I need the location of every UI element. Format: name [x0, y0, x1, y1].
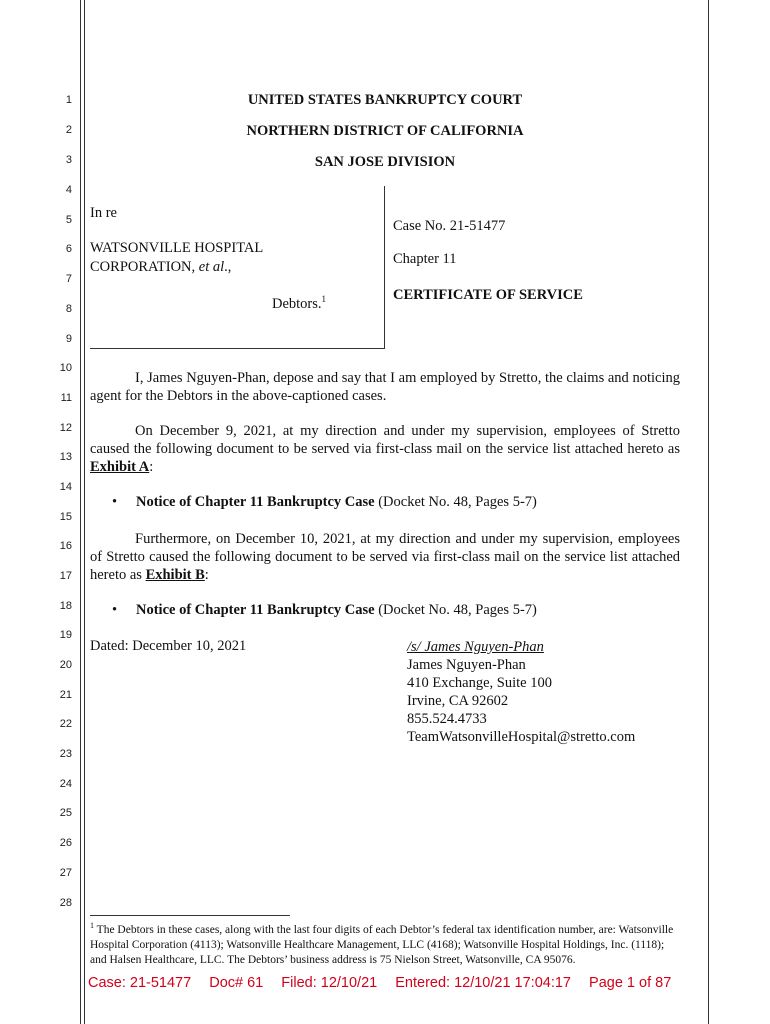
paragraph-2-colon: : [149, 459, 154, 475]
email: TeamWatsonvilleHospital@stretto.com [407, 729, 636, 745]
bullet-1 [136, 494, 537, 511]
line-number: 18 [59, 600, 72, 612]
debtors-label-text: Debtors. [272, 295, 322, 312]
document-title: CERTIFICATE OF SERVICE [393, 287, 583, 303]
signature-block [407, 638, 635, 746]
bullet-2 [136, 602, 537, 619]
phone: 855.524.4733 [407, 711, 487, 727]
footnote-text: The Debtors in these cases, along with the last four digits of each Debtor’s federal tax identification number, are: Watsonville Hospital Corporation (4113); Watsonville Healthcare Management, LLC (4168); Watsonville Hospital Holdings, Inc. (1118); and Halsen Healthcare, LLC. The Debtors’ business address is 75 Nielson Street, Watsonville, CA 95076. [90, 923, 674, 966]
line-number: 22 [59, 718, 72, 730]
line-number: 7 [65, 273, 72, 285]
line-number: 16 [59, 540, 72, 552]
court-division: SAN JOSE DIVISION [314, 154, 456, 170]
right-margin-rule [708, 0, 709, 1024]
footnote-rule [90, 915, 290, 916]
line-number: 5 [65, 214, 72, 226]
paragraph-2 [90, 422, 680, 476]
bullet-1-detail: (Docket No. 48, Pages 5-7) [374, 494, 537, 510]
caption-et-al: et al [198, 259, 225, 275]
caption-box-right-border [384, 186, 385, 348]
ecf-case: Case: 21-51477 [88, 975, 192, 991]
line-number: 3 [65, 154, 72, 166]
bullet-2-title: Notice of Chapter 11 Bankruptcy Case [136, 602, 375, 618]
caption-debtors-label [272, 294, 326, 313]
line-number: 9 [65, 333, 72, 345]
footnote-number: 1 [90, 921, 94, 930]
left-margin-rule-inner [84, 0, 85, 1024]
caption-punct: ., [224, 259, 232, 275]
paragraph-3-text: Furthermore, on December 10, 2021, at my direction and under my supervision, employees of Stretto caused the following document to be served via first-class mail on the service list attached hereto as [90, 531, 680, 583]
caption-box-bottom-border [90, 348, 385, 349]
dated-line: Dated: December 10, 2021 [90, 638, 247, 654]
line-number: 15 [59, 511, 72, 523]
ecf-page: Page 1 of 87 [589, 975, 672, 991]
case-number: Case No. 21-51477 [393, 218, 506, 234]
line-number: 1 [65, 94, 72, 106]
bullet-2-glyph: • [112, 602, 118, 618]
line-number: 12 [59, 422, 72, 434]
left-margin-rule-outer [80, 0, 81, 1024]
paragraph-2-text: On December 9, 2021, at my direction and under my supervision, employees of Stretto caused the following document to be served via first-class mail on the service list attached hereto as [90, 423, 680, 457]
electronic-signature: /s/ James Nguyen-Phan [407, 639, 544, 655]
line-number: 24 [59, 778, 72, 790]
chapter: Chapter 11 [393, 251, 457, 267]
caption-in-re: In re [90, 205, 117, 221]
exhibit-a-ref: Exhibit A [90, 459, 150, 475]
caption-debtor-line2 [90, 259, 231, 276]
bullet-1-glyph: • [112, 494, 118, 510]
court-district: NORTHERN DISTRICT OF CALIFORNIA [246, 123, 524, 139]
exhibit-b-ref: Exhibit B [145, 567, 205, 583]
line-number: 14 [59, 481, 72, 493]
bullet-2-detail: (Docket No. 48, Pages 5-7) [374, 602, 537, 618]
bullet-1-title: Notice of Chapter 11 Bankruptcy Case [136, 494, 375, 510]
line-number: 13 [59, 451, 72, 463]
line-number: 8 [65, 303, 72, 315]
line-number: 2 [65, 124, 72, 136]
address-line-2: Irvine, CA 92602 [407, 693, 509, 709]
line-number: 4 [65, 184, 72, 196]
ecf-stamp [88, 975, 671, 991]
line-number: 6 [65, 243, 72, 255]
line-number: 10 [59, 362, 72, 374]
line-number: 21 [59, 689, 72, 701]
caption-debtor-name: CORPORATION, [90, 259, 199, 275]
line-number: 27 [59, 867, 72, 879]
paragraph-3 [90, 530, 680, 584]
line-number: 11 [60, 392, 72, 404]
footnote [90, 918, 680, 968]
signer-name: James Nguyen-Phan [407, 657, 526, 673]
line-number: 23 [59, 748, 72, 760]
line-number: 17 [59, 570, 72, 582]
line-number: 19 [59, 629, 72, 641]
paragraph-1: I, James Nguyen-Phan, depose and say that I am employed by Stretto, the claims and noticing agent for the Debtors in the above-captioned cases. [90, 370, 680, 404]
line-number: 28 [59, 897, 72, 909]
line-number: 20 [59, 659, 72, 671]
paragraph-3-colon: : [204, 567, 209, 583]
ecf-entered: Entered: 12/10/21 17:04:17 [395, 975, 571, 991]
footnote-ref: 1 [321, 294, 327, 304]
caption-debtor-line1: WATSONVILLE HOSPITAL [90, 240, 264, 256]
line-number: 26 [59, 837, 72, 849]
line-number: 25 [59, 807, 72, 819]
ecf-doc: Doc# 61 [209, 975, 264, 991]
ecf-filed: Filed: 12/10/21 [281, 975, 378, 991]
court-name: UNITED STATES BANKRUPTCY COURT [247, 92, 523, 108]
address-line-1: 410 Exchange, Suite 100 [407, 675, 552, 691]
